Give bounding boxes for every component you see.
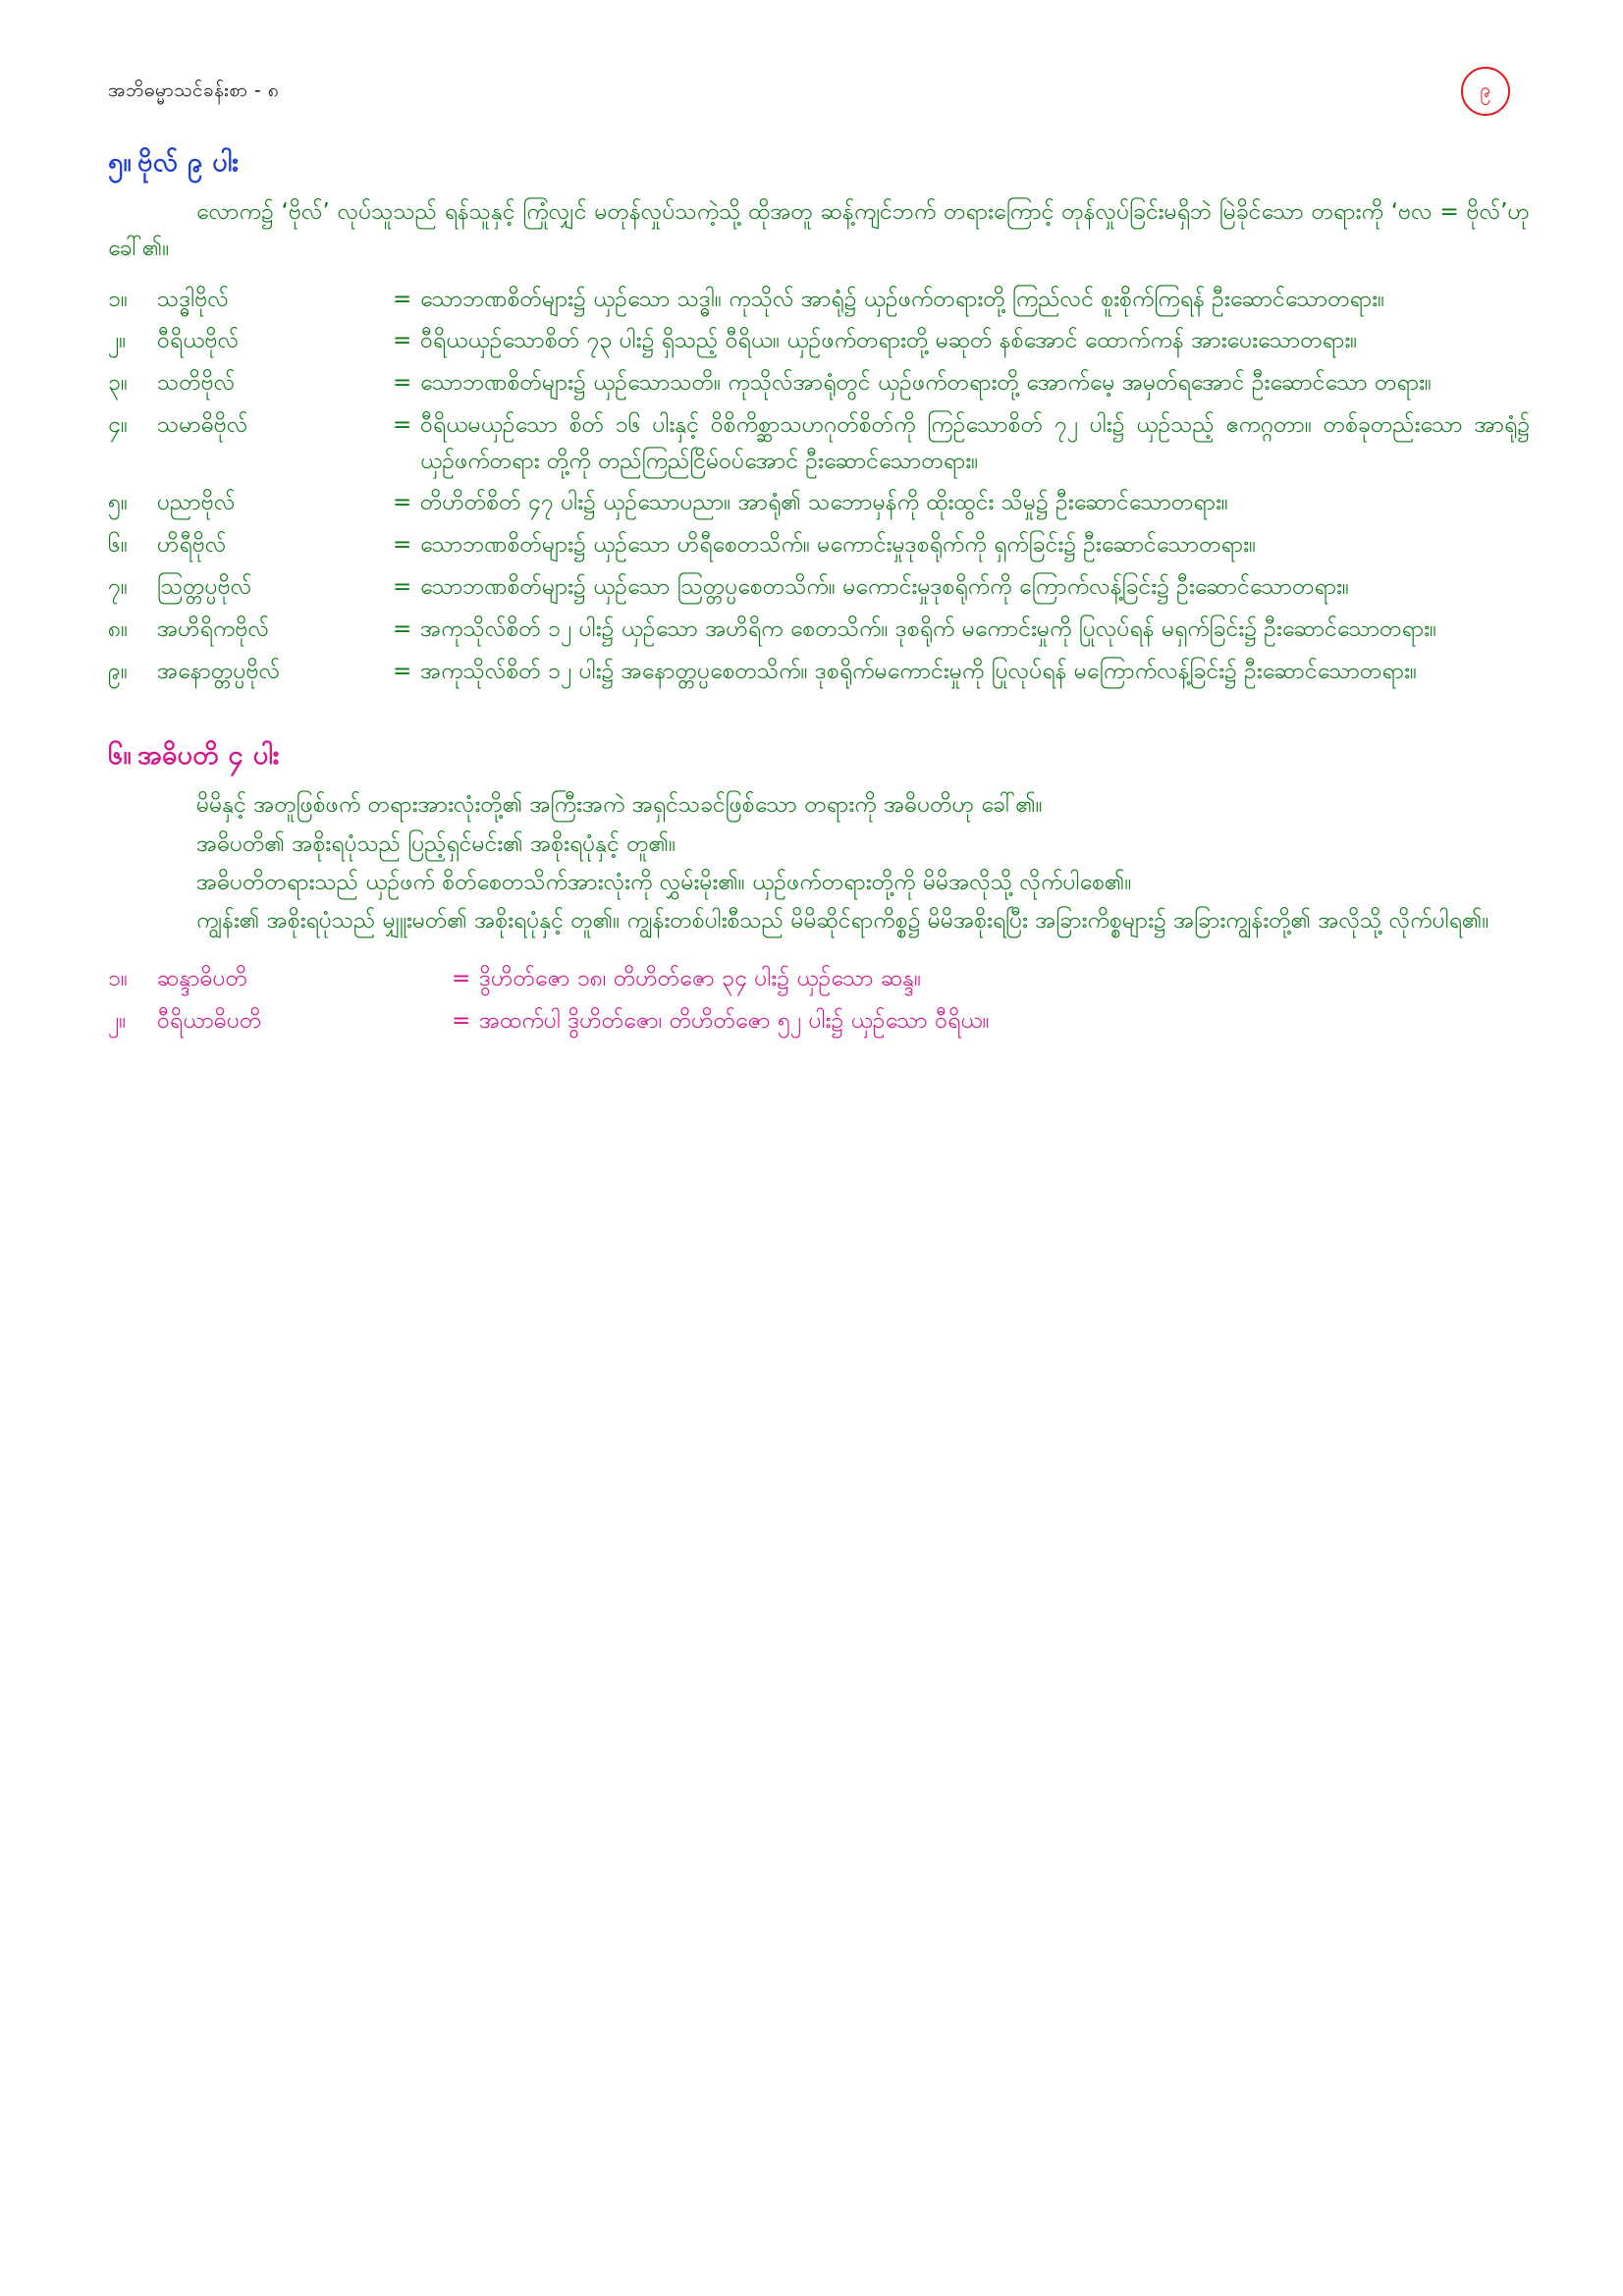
item-number: ၅။: [108, 490, 128, 516]
adhipati-paragraph: မိမိနှင့် အတူဖြစ်ဖက် တရားအားလုံးတို့၏ အကြီးအကဲ အရှင်သခင်ဖြစ်သော တရားကို အဓိပတိဟု ခေါ်၏။: [196, 792, 1043, 819]
item-number: ၇။: [108, 574, 128, 601]
item-definition: ဝီရိယယှဉ်သောစိတ် ၇၃ ပါး၌ ရှိသည့် ဝီရိယ။ ယှဉ်ဖက်တရားတို့ မဆုတ် နစ်အောင် ထောက်ကန် အားပေးသောတရား။: [420, 328, 1358, 354]
item-definition: ဒွိဟိတ်ဇော ၁၈၊ တိဟိတ်ဇော ၃၄ ပါး၌ ယှဉ်သော ဆန္ဒ။: [479, 966, 922, 992]
list-item: [108, 323, 1530, 359]
list-item: [108, 612, 1530, 648]
item-number: ၃။: [108, 370, 128, 397]
item-equals: =: [393, 658, 412, 684]
adhipati-list: [108, 961, 1530, 1040]
item-definition: သောဘဏစိတ်များ၌ ယှဉ်သော သဒ္ဓါ။ ကုသိုလ် အာရုံ၌ ယှဉ်ဖက်တရားတို့ ကြည်လင် စူးစိုက်ကြရန် ဦးဆောင်သောတရား။: [420, 286, 1385, 312]
item-definition: အထက်ပါ ဒွိဟိတ်ဇော၊ တိဟိတ်ဇော ၅၂ ပါး၌ ယှဉ်သော ဝီရိယ။: [479, 1008, 990, 1035]
adhipati-paragraph: အဓိပတိတရားသည် ယှဉ်ဖက် စိတ်စေတသိက်အားလုံးကို လွှမ်းမိုး၏။ ယှဉ်ဖက်တရားတို့ကို မိမိအလိုသို့ လိုက်ပါစေ၏။: [196, 869, 1132, 895]
item-term: သမာဓိဗိုလ်: [157, 411, 248, 438]
item-definition: သောဘဏစိတ်များ၌ ယှဉ်သော ဟိရီစေတသိက်။ မကောင်းမှုဒုစရိုက်ကို ရှက်ခြင်း၌ ဦးဆောင်သောတရား။: [420, 532, 1257, 559]
item-term: ဝီရိယဗိုလ်: [157, 328, 240, 354]
section-title: ဗိုလ် ၉ ပါး: [136, 147, 240, 178]
list-item: [108, 485, 1530, 521]
item-term: ဝီရိယာဓိပတိ: [157, 1008, 262, 1035]
item-number: ၈။: [108, 615, 129, 642]
item-term: ဩတ္တပ္ပဗိုလ်: [157, 574, 252, 601]
list-item: [108, 654, 1530, 690]
item-term: သဒ္ဓါဗိုလ်: [157, 286, 229, 312]
item-equals: =: [393, 370, 412, 397]
adhipati-paragraph: အဓိပတိ၏ အစိုးရပုံသည် ပြည့်ရှင်မင်း၏ အစိုးရပုံနှင့် တူ၏။: [196, 830, 676, 857]
item-number: ၉။: [108, 658, 128, 684]
item-equals: =: [393, 490, 412, 516]
item-number: ၂။: [108, 328, 127, 354]
section-heading-bala: [108, 145, 1530, 185]
item-term: ဟိရီဗိုလ်: [157, 532, 227, 559]
list-item: [108, 282, 1530, 318]
item-term: သတိဗိုလ်: [157, 370, 236, 397]
item-number: ၆။: [108, 532, 128, 559]
item-definition: အကုသိုလ်စိတ် ၁၂ ပါး၌ အနောတ္တပ္ပစေတသိက်။ ဒုစရိုက်မကောင်းမှုကို ပြုလုပ်ရန် မကြောက်လန့်ခြင်း၌ ဦးဆောင်သောတရား။: [420, 658, 1417, 684]
list-item: [108, 365, 1530, 401]
item-term: အနောတ္တပ္ပဗိုလ်: [157, 658, 281, 684]
item-equals: =: [393, 328, 412, 354]
list-item: [108, 569, 1530, 606]
item-number: ၄။: [108, 411, 128, 438]
item-equals: =: [393, 532, 412, 559]
item-term: ပညာဗိုလ်: [157, 490, 236, 516]
item-number: ၁။: [108, 286, 128, 312]
list-item: [108, 527, 1530, 563]
section-bala-intro: လောက၌ ‘ဗိုလ်’ လုပ်သူသည် ရန်သူနှင့် ကြုံလျှင် မတုန်လှုပ်သကဲ့သို့ ထိုအတူ ဆန့်ကျင်ဘက် တရားကြောင့် တုန်လှုပ်ခြင်းမရှိဘဲ မြဲခိုင်သော တရားကို ‘ဗလ = ဗိုလ်’ဟု ခေါ်၏။: [108, 199, 1530, 262]
item-definition: ဝီရိယမယှဉ်သော စိတ် ၁၆ ပါးနှင့် ဝိစိကိစ္ဆာသဟဂုတ်စိတ်ကို ကြဉ်သောစိတ် ၇၂ ပါး၌ ယှဉ်သည့် ဧကဂ္ဂတာ။ တစ်ခုတည်းသော အာရုံ၌ ယှဉ်ဖက်တရား တို့ကို တည်ကြည်ငြိမ်ဝပ်အောင် ဦးဆောင်သောတရား။: [420, 411, 1530, 474]
item-equals: =: [452, 1008, 471, 1035]
item-equals: =: [452, 966, 471, 992]
list-item: [108, 1003, 1530, 1040]
section-number: ၅။: [108, 147, 132, 178]
item-equals: =: [393, 286, 412, 312]
item-definition: သောဘဏစိတ်များ၌ ယှဉ်သော ဩတ္တပ္ပစေတသိက်။ မကောင်းမှုဒုစရိုက်ကို ကြောက်လန့်ခြင်း၌ ဦးဆောင်သောတရား။: [420, 574, 1349, 601]
item-term: ဆန္ဒာဓိပတိ: [157, 966, 248, 992]
adhipati-paragraph: ကျွန်း၏ အစိုးရပုံသည် မျှူးမတ်၏ အစိုးရပုံနှင့် တူ၏။ ကျွန်းတစ်ပါးစီသည် မိမိဆိုင်ရာကိစ္စ၌ မိမိအစိုးရပြီး အခြားကိစ္စများ၌ အခြားကျွန်းတို့၏ အလိုသို့ လိုက်ပါရ၏။: [196, 908, 1489, 934]
list-item: [108, 407, 1530, 480]
section-title: အဓိပတိ ၄ ပါး: [136, 740, 280, 772]
section-heading-adhipati: [108, 738, 1530, 777]
item-equals: =: [393, 411, 412, 438]
item-definition: သောဘဏစိတ်များ၌ ယှဉ်သောသတိ။ ကုသိုလ်အာရုံတွင် ယှဉ်ဖက်တရားတို့ အောက်မေ့ အမှတ်ရအောင် ဦးဆောင်သော တရား။: [420, 370, 1433, 397]
item-definition: အကုသိုလ်စိတ် ၁၂ ပါး၌ ယှဉ်သော အဟိရိက စေတသိက်။ ဒုစရိုက် မကောင်းမှုကို ပြုလုပ်ရန် မရှက်ခြင်း၌ ဦးဆောင်သောတရား။: [420, 615, 1437, 642]
section-number: ၆။: [108, 740, 132, 772]
bala-list: [108, 282, 1530, 690]
item-equals: =: [393, 574, 412, 601]
item-definition: တိဟိတ်စိတ် ၄၇ ပါး၌ ယှဉ်သောပညာ။ အာရုံ၏ သဘောမှန်ကို ထိုးထွင်း သိမှု၌ ဦးဆောင်သောတရား။: [420, 490, 1228, 516]
item-number: ၁။: [108, 966, 128, 992]
page-header: [108, 69, 1530, 128]
running-title: အဘိဓမ္မာသင်ခန်းစာ - ၈: [108, 80, 280, 101]
item-number: ၂။: [108, 1008, 127, 1035]
page-number-badge: ၉: [1461, 67, 1510, 116]
item-equals: =: [393, 615, 412, 642]
adhipati-body: [108, 787, 1530, 939]
list-item: [108, 961, 1530, 997]
item-term: အဟိရိကဗိုလ်: [157, 615, 270, 642]
